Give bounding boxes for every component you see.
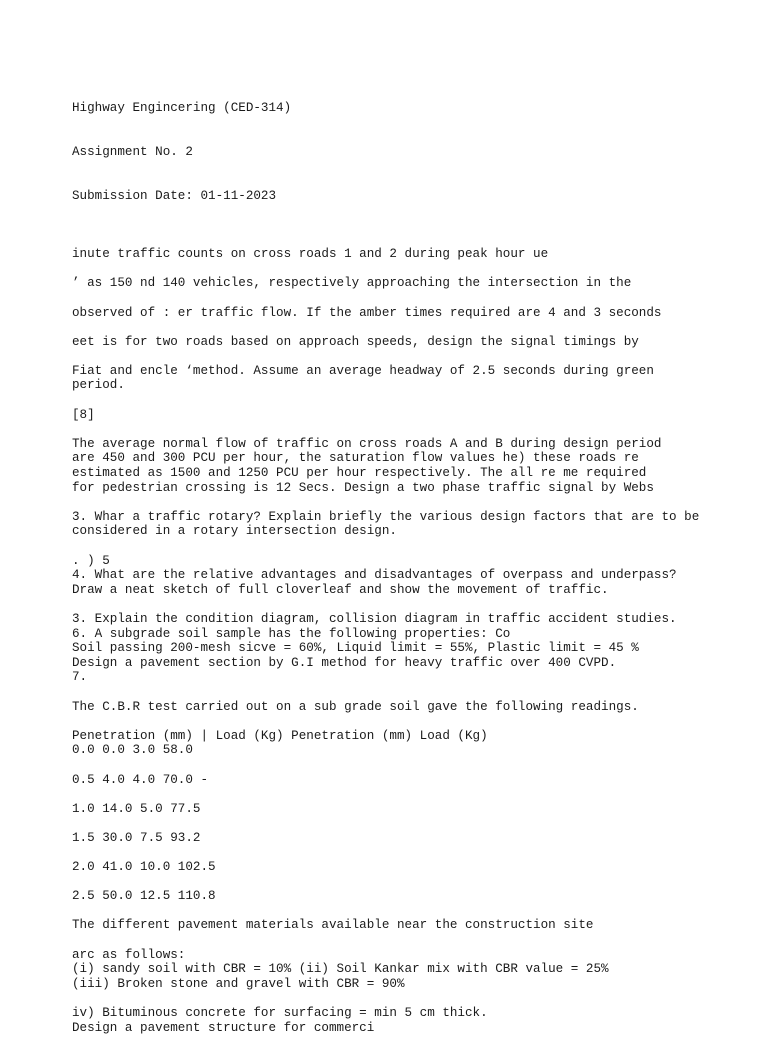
text-line: 2.5 50.0 12.5 110.8 (72, 889, 216, 904)
paragraph (72, 773, 732, 788)
text-line: 4. What are the relative advantages and disadvantages of overpass and underpass? (72, 568, 677, 583)
text-line: 7. (72, 670, 88, 685)
document-header (72, 72, 732, 233)
paragraph (72, 510, 732, 539)
paragraph (72, 889, 732, 904)
document-body (72, 247, 732, 1035)
course-title: Highway Engincering (CED-314) (72, 101, 292, 116)
assignment-number: Assignment No. 2 (72, 144, 193, 159)
text-line: . ) 5 (72, 553, 110, 568)
text-line: [8] (72, 407, 95, 422)
text-line: 3. Explain the condition diagram, collision diagram in traffic accident studies. (72, 611, 677, 626)
text-line: 1.0 14.0 5.0 77.5 (72, 801, 201, 816)
text-line: period. (72, 378, 125, 393)
text-line: ’ as 150 nd 140 vehicles, respectively approaching the intersection in the (72, 276, 632, 291)
text-line: Draw a neat sketch of full cloverleaf and show the movement of traffic. (72, 582, 609, 597)
paragraph (72, 408, 732, 423)
text-line: 3. Whar a traffic rotary? Explain briefly the various design factors that are to be (72, 509, 700, 524)
text-line: arc as follows: (72, 947, 186, 962)
paragraph (72, 700, 732, 715)
text-line: observed of : er traffic flow. If the amber times required are 4 and 3 seconds (72, 305, 662, 320)
paragraph (72, 831, 732, 846)
paragraph (72, 612, 732, 685)
paragraph (72, 1006, 732, 1035)
submission-date: Submission Date: 01-11-2023 (72, 188, 277, 203)
paragraph (72, 335, 732, 350)
text-line: The average normal flow of traffic on cross roads A and B during design period (72, 436, 662, 451)
text-line: Design a pavement section by G.I method for heavy traffic over 400 CVPD. (72, 655, 617, 670)
text-line: Penetration (mm) | Load (Kg) Penetration (mm) Load (Kg) (72, 728, 488, 743)
paragraph (72, 860, 732, 875)
text-line: Fiat and encle ‘method. Assume an average headway of 2.5 seconds during green (72, 363, 654, 378)
text-line: Design a pavement structure for commerci (72, 1020, 375, 1035)
text-line: The different pavement materials available near the construction site (72, 918, 594, 933)
text-line: 6. A subgrade soil sample has the following properties: Co (72, 626, 511, 641)
text-line: iv) Bituminous concrete for surfacing = min 5 cm thick. (72, 1006, 488, 1020)
text-line: estimated as 1500 and 1250 PCU per hour respectively. The all re me required (72, 466, 647, 481)
paragraph (72, 729, 732, 758)
paragraph (72, 948, 732, 992)
paragraph (72, 306, 732, 321)
text-line: (iii) Broken stone and gravel with CBR = 90% (72, 976, 405, 991)
document-page (72, 72, 732, 1050)
paragraph (72, 276, 732, 291)
text-line: are 450 and 300 PCU per hour, the saturation flow values he) these roads re (72, 451, 639, 466)
text-line: (i) sandy soil with CBR = 10% (ii) Soil Kankar mix with CBR value = 25% (72, 962, 609, 977)
text-line: 0.5 4.0 4.0 70.0 - (72, 772, 209, 787)
paragraph (72, 918, 732, 933)
paragraph (72, 247, 732, 262)
text-line: 2.0 41.0 10.0 102.5 (72, 860, 216, 875)
paragraph (72, 364, 732, 393)
text-line: Soil passing 200-mesh sicve = 60%, Liquid limit = 55%, Plastic limit = 45 % (72, 641, 639, 656)
text-line: considered in a rotary intersection design. (72, 524, 397, 539)
text-line: eet is for two roads based on approach speeds, design the signal timings by (72, 334, 639, 349)
text-line: for pedestrian crossing is 12 Secs. Design a two phase traffic signal by Webs (72, 480, 654, 495)
paragraph (72, 437, 732, 495)
paragraph (72, 802, 732, 817)
text-line: inute traffic counts on cross roads 1 and 2 during peak hour ue (72, 247, 549, 262)
paragraph (72, 554, 732, 598)
text-line: 1.5 30.0 7.5 93.2 (72, 830, 201, 845)
text-line: The C.B.R test carried out on a sub grade soil gave the following readings. (72, 699, 639, 714)
text-line: 0.0 0.0 3.0 58.0 (72, 743, 193, 758)
